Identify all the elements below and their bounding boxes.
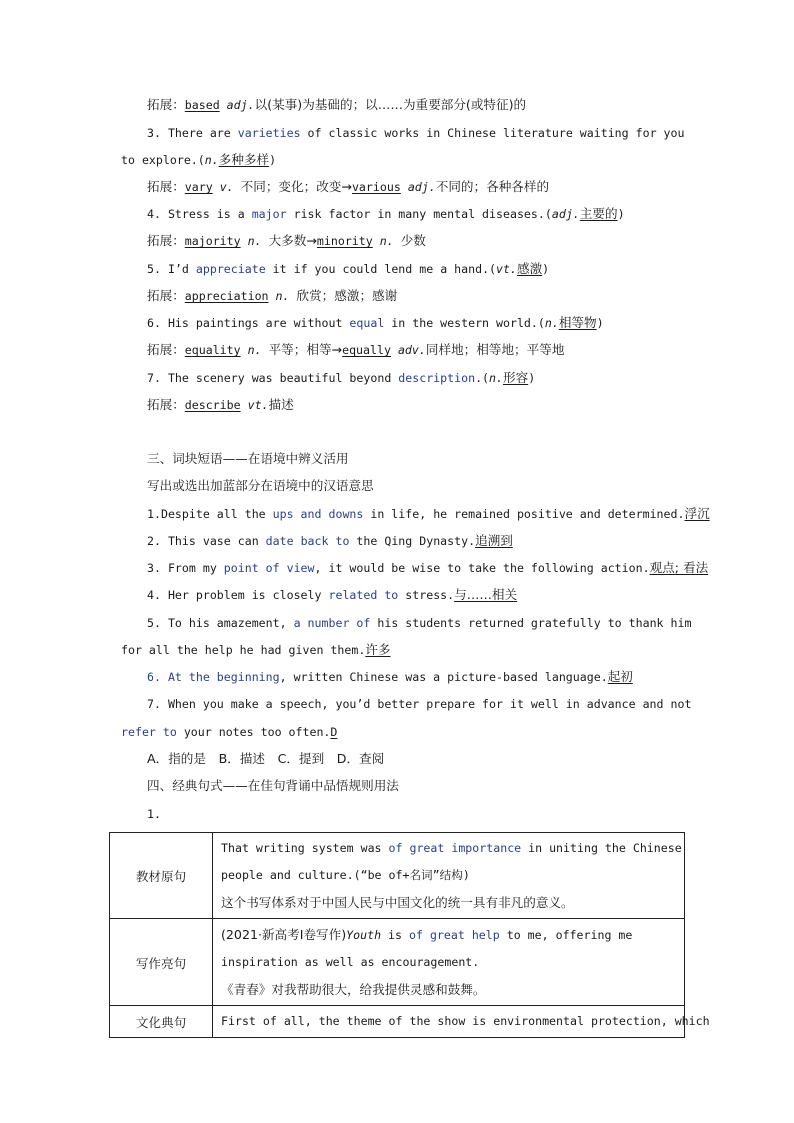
phrase-7: 7. When you make a speech, you’d better prepare for it well in advance and not [147,697,692,711]
table-row [110,1006,685,1038]
table-row [110,919,685,1006]
row-label-writing: 写作亮句 [110,919,213,1006]
sentence-4: 4. Stress is a major risk factor in many mental diseases.(adj.主要的) [147,206,625,221]
row-content-textbook: That writing system was of great importance in uniting the Chinese people and culture.(“be of+名词”结构) 这个书写体系对于中国人民与中国文化的统一具有非凡的意义。 [213,833,685,919]
phrase-5: 5. To his amazement, a number of his students returned gratefully to thank him [147,616,692,630]
section-3-instruction: 写出或选出加蓝部分在语境中的汉语意思 [147,478,374,493]
expand-line-describe: 拓展：describe vt.描述 [147,397,294,412]
section-4-title: 四、经典句式——在佳句背诵中品悟规则用法 [147,778,399,793]
expand-line-based: 拓展：based adj.以(某事)为基础的；以……为重要部分(或特征)的 [147,97,527,112]
phrase-4: 4. Her problem is closely related to stress.与……相关 [147,587,518,602]
phrase-3: 3. From my point of view, it would be wise to take the following action.观点; 看法 [147,560,709,575]
phrase-2: 2. This vase can date back to the Qing Dynasty.追溯到 [147,533,513,548]
section-3-title: 三、词块短语——在语境中辨义活用 [147,451,349,466]
phrase-1: 1.Despite all the ups and downs in life, he remained positive and determined.浮沉 [147,506,710,521]
row-content-writing: (2021·新高考Ⅰ卷写作)Youth is of great help to me, offering me inspiration as well as encouragement. 《青春》对我帮助很大，给我提供灵感和鼓舞。 [213,919,685,1006]
sentence-7: 7. The scenery was beautiful beyond description.(n.形容) [147,370,536,385]
phrase-5-cont: for all the help he had given them.许多 [121,642,391,657]
expand-line-appreciation: 拓展：appreciation n. 欣赏；感激；感谢 [147,288,398,303]
expand-line-majority: 拓展：majority n. 大多数→minority n. 少数 [147,233,426,248]
sentence-5: 5. I’d appreciate it if you could lend me a hand.(vt.感激) [147,261,550,276]
section-4-item-number: 1. [147,807,161,821]
phrase-7-options: A．指的是 B．描述 C．提到 D．查阅 [147,751,385,766]
sentence-3: 3. There are varieties of classic works in Chinese literature waiting for you [147,126,685,140]
row-label-culture: 文化典句 [110,1006,213,1038]
expand-line-equality: 拓展：equality n. 平等；相等→equally adv.同样地；相等地；平等地 [147,342,565,357]
row-label-textbook: 教材原句 [110,833,213,919]
phrase-6: 6. At the beginning, written Chinese was a picture-based language.起初 [147,669,633,684]
classic-sentence-table [109,832,710,1038]
expand-line-vary: 拓展：vary v. 不同；变化；改变→various adj.不同的；各种各样的 [147,179,550,194]
table-row [110,833,685,919]
sentence-6: 6. His paintings are without equal in the western world.(n.相等物) [147,315,604,330]
sentence-3-cont: to explore.(n.多种多样) [121,152,277,167]
phrase-7-cont: refer to your notes too often.D [121,725,338,739]
row-content-culture: First of all, the theme of the show is environmental protection, which [213,1006,685,1038]
